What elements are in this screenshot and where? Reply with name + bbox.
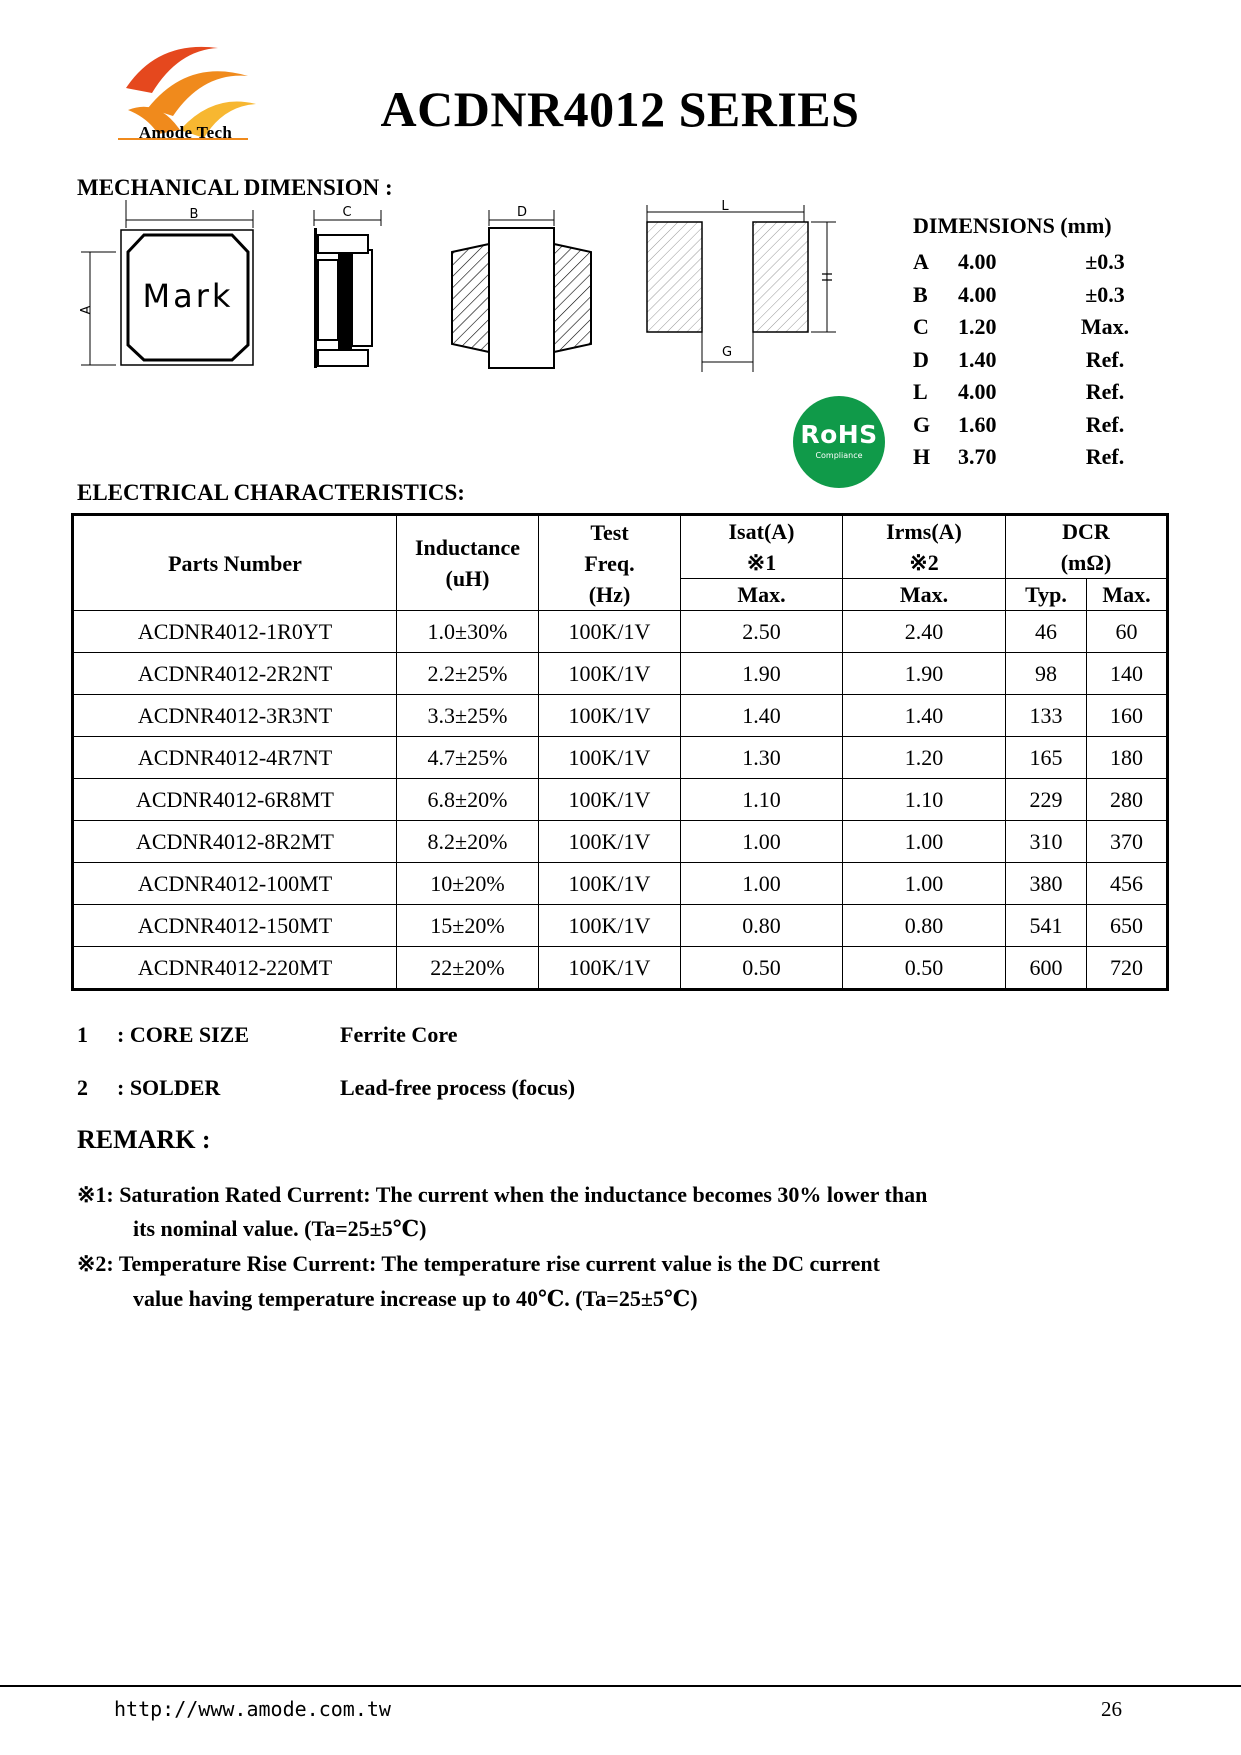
side-view-drawing <box>314 205 381 368</box>
note-value: Lead-free process (focus) <box>340 1075 576 1100</box>
page-number: 26 <box>1101 1697 1122 1721</box>
land-pattern-drawing <box>647 200 836 372</box>
mark-label: Mark <box>142 277 234 315</box>
table-row: ACDNR4012-150MT 15±20% 100K/1V 0.80 0.80 541 650 <box>73 905 1168 947</box>
note-label: : SOLDER <box>117 1075 221 1100</box>
dimensions-title: DIMENSIONS (mm) <box>913 213 1112 238</box>
dimension-row: A 4.00 ±0.3 <box>913 249 1125 275</box>
footer-rule <box>0 1685 1241 1687</box>
svg-text:H: H <box>821 272 836 282</box>
table-row: ACDNR4012-8R2MT 8.2±20% 100K/1V 1.00 1.00 310 370 <box>73 821 1168 863</box>
dimensions-table <box>913 246 1150 474</box>
header-dcr-max: Max. <box>1087 579 1168 611</box>
dimension-row: H 3.70 Ref. <box>913 444 1125 470</box>
remark-1-line-2: its nominal value. (Ta=25±5℃) <box>133 1216 427 1241</box>
note-value: Ferrite Core <box>340 1022 458 1047</box>
table-row: ACDNR4012-220MT 22±20% 100K/1V 0.50 0.50 600 720 <box>73 947 1168 990</box>
remark-2-line-1: ※2: Temperature Rise Current: The temperature rise current value is the DC current <box>77 1251 880 1276</box>
header-inductance: Inductance (uH) <box>397 515 539 611</box>
svg-text:G: G <box>721 345 733 360</box>
table-row: ACDNR4012-100MT 10±20% 100K/1V 1.00 1.00 380 456 <box>73 863 1168 905</box>
svg-text:D: D <box>516 205 528 220</box>
table-row: ACDNR4012-3R3NT 3.3±25% 100K/1V 1.40 1.40 133 160 <box>73 695 1168 737</box>
table-row: ACDNR4012-2R2NT 2.2±25% 100K/1V 1.90 1.90 98 140 <box>73 653 1168 695</box>
dimension-row: B 4.00 ±0.3 <box>913 281 1125 307</box>
dimension-row: C 1.20 Max. <box>913 314 1130 340</box>
header-isat-max: Max. <box>681 579 843 611</box>
svg-text:A: A <box>79 305 94 315</box>
footer-url: http://www.amode.com.tw <box>114 1697 391 1721</box>
electrical-characteristics-table <box>71 513 1169 991</box>
front-view-drawing <box>452 205 591 368</box>
header-irms: Irms(A) ※2 <box>843 515 1006 579</box>
note-label: : CORE SIZE <box>117 1022 250 1047</box>
rohs-sublabel: Compliance <box>815 451 863 460</box>
table-row: ACDNR4012-4R7NT 4.7±25% 100K/1V 1.30 1.20 165 180 <box>73 737 1168 779</box>
header-parts-number: Parts Number <box>73 515 397 611</box>
table-row: ACDNR4012-1R0YT 1.0±30% 100K/1V 2.50 2.40 46 60 <box>73 611 1168 653</box>
rohs-label: RoHS <box>800 420 878 449</box>
table-row: ACDNR4012-6R8MT 6.8±20% 100K/1V 1.10 1.10 229 280 <box>73 779 1168 821</box>
logo-text: Amode Tech <box>138 123 233 142</box>
note-number: 1 <box>77 1022 88 1047</box>
header-irms-max: Max. <box>843 579 1006 611</box>
electrical-characteristics-heading: ELECTRICAL CHARACTERISTICS: <box>77 480 465 505</box>
header-test-freq: Test Freq. (Hz) <box>539 515 681 611</box>
note-number: 2 <box>77 1075 88 1100</box>
top-view-drawing <box>79 200 253 365</box>
remark-2-line-2: value having temperature increase up to 40℃. (Ta=25±5℃) <box>133 1286 698 1311</box>
dimension-row: L 4.00 Ref. <box>913 379 1125 405</box>
page-title: ACDNR4012 SERIES <box>380 81 860 137</box>
svg-text:B: B <box>189 207 199 222</box>
header-dcr-typ: Typ. <box>1006 579 1087 611</box>
remark-heading: REMARK : <box>77 1125 211 1154</box>
header-dcr: DCR (mΩ) <box>1006 515 1168 579</box>
mechanical-dimension-heading: MECHANICAL DIMENSION : <box>77 175 393 200</box>
remark-1-line-1: ※1: Saturation Rated Current: The current when the inductance becomes 30% lower than <box>77 1182 928 1207</box>
svg-text:C: C <box>342 205 352 220</box>
header-isat: Isat(A) ※1 <box>681 515 843 579</box>
rohs-badge <box>793 396 885 488</box>
dimension-row: D 1.40 Ref. <box>913 346 1125 372</box>
dimension-row: G 1.60 Ref. <box>913 411 1125 437</box>
svg-text:L: L <box>721 200 729 214</box>
mechanical-drawings <box>76 200 866 400</box>
